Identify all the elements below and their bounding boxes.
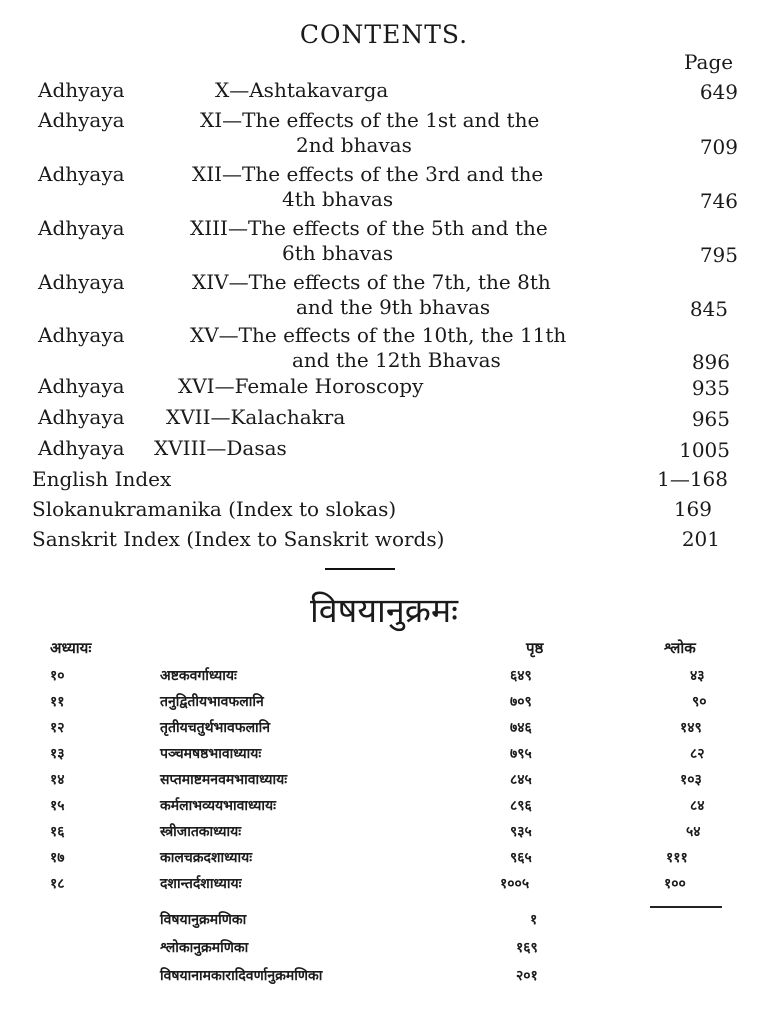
entry-label: Adhyaya [38,374,125,398]
dev-header-page: पृष्ठ [526,639,544,657]
entry-label: Adhyaya [38,162,125,186]
entry-page: 1005 [679,438,730,462]
entry-page: 896 [691,350,730,374]
dev-row-number: १६ [50,824,65,840]
verse-total-rule [650,906,722,908]
entry-title-cont: 2nd bhavas [296,133,412,157]
dev-row-verse: ८२ [690,746,705,762]
entry-title: XVII—Kalachakra [166,405,346,429]
dev-row-name: कालचक्रदशाध्यायः [160,850,253,866]
dev-row-page: १००५ [500,876,530,892]
dev-row-name: अष्टकवर्गाध्यायः [160,668,237,684]
index-entry-page: 169 [673,497,712,521]
index-entry-label: English Index [32,467,172,491]
dev-row-name: श्लोकानुक्रमणिका [160,940,249,956]
entry-label: Adhyaya [38,323,125,347]
entry-title: XVI—Female Horoscopy [178,374,424,398]
dev-row-name: कर्मलाभव्ययभावाध्यायः [160,798,276,814]
entry-title-cont: 6th bhavas [282,241,394,265]
entry-page: 965 [691,407,730,431]
dev-row-name: पञ्चमषष्ठभावाध्यायः [160,746,262,762]
dev-row-number: १२ [50,720,65,736]
dev-row-verse: १०३ [680,772,702,788]
dev-row-number: १७ [50,850,65,866]
dev-row-page: ७९५ [510,746,532,762]
dev-row-page: १ [530,912,538,928]
devanagari-title: विषयानुक्रमः [309,591,459,631]
entry-page: 709 [699,135,738,159]
entry-page: 649 [699,80,738,104]
entry-title: X—Ashtakavarga [215,78,389,102]
entry-title: XIII—The effects of the 5th and the [190,216,548,240]
dev-row-name: सप्तमाष्टमनवमभावाध्यायः [160,772,288,788]
dev-row-page: ८९६ [510,798,532,814]
entry-title: XV—The effects of the 10th, the 11th [190,323,567,347]
entry-page: 845 [689,297,728,321]
entry-label: Adhyaya [38,270,125,294]
contents-entry [0,162,768,222]
dev-row-number: १८ [50,876,65,892]
entry-title: XVIII—Dasas [154,436,287,460]
entry-label: Adhyaya [38,108,125,132]
dev-row-verse: १०० [664,876,686,892]
dev-header-verse: श्लोक [664,639,696,657]
dev-row-number: १३ [50,746,65,762]
dev-row-page: १६९ [516,940,538,956]
dev-header-chapter: अध्यायः [50,639,92,657]
dev-row-verse: ८४ [690,798,705,814]
dev-row-name: विषयानुक्रमणिका [160,912,247,928]
entry-page: 795 [699,243,738,267]
entry-title: XI—The effects of the 1st and the [200,108,540,132]
entry-page: 935 [691,376,730,400]
dev-row-name: स्त्रीजातकाध्यायः [160,824,242,840]
section-divider [325,568,395,570]
index-entry-label: Sanskrit Index (Index to Sanskrit words) [32,527,445,551]
dev-row-number: १० [50,668,65,684]
contents-title: CONTENTS. [299,20,469,49]
dev-row-name: विषयानामकारादिवर्णानुक्रमणिका [160,968,323,984]
contents-entry [0,216,768,276]
dev-row-page: ८४५ [510,772,532,788]
dev-row-verse: ९० [692,694,707,710]
dev-row-page: ९६५ [510,850,532,866]
dev-row-page: ७४६ [510,720,532,736]
dev-row-number: १४ [50,772,65,788]
dev-row-verse: ४३ [690,668,705,684]
entry-title: XIV—The effects of the 7th, the 8th [192,270,551,294]
entry-title-cont: 4th bhavas [282,187,394,211]
entry-title-cont: and the 9th bhavas [296,295,491,319]
contents-entry [0,108,768,168]
dev-row-verse: ५४ [686,824,701,840]
dev-row-name: दशान्तर्दशाध्यायः [160,876,242,892]
contents-entry [0,270,768,330]
entry-label: Adhyaya [38,78,125,102]
dev-row-number: ११ [50,694,65,710]
dev-row-verse: १४९ [680,720,702,736]
index-entry-label: Slokanukramanika (Index to slokas) [32,497,397,521]
entry-label: Adhyaya [38,405,125,429]
dev-row-page: ६४९ [510,668,532,684]
entry-title-cont: and the 12th Bhavas [292,348,501,372]
dev-row-verse: १११ [666,850,688,866]
entry-title: XII—The effects of the 3rd and the [192,162,544,186]
entry-label: Adhyaya [38,436,125,460]
index-entry-page: 1—168 [657,467,728,491]
entry-page: 746 [699,189,738,213]
index-entry-page: 201 [681,527,720,551]
dev-row-name: तृतीयचतुर्थभावफलानि [160,720,271,736]
entry-label: Adhyaya [38,216,125,240]
dev-row-name: तनुद्वितीयभावफलानि [160,694,264,710]
page-column-header: Page [684,50,734,74]
dev-row-number: १५ [50,798,65,814]
dev-row-page: ७०९ [510,694,532,710]
dev-row-page: २०१ [516,968,538,984]
dev-row-page: ९३५ [510,824,532,840]
